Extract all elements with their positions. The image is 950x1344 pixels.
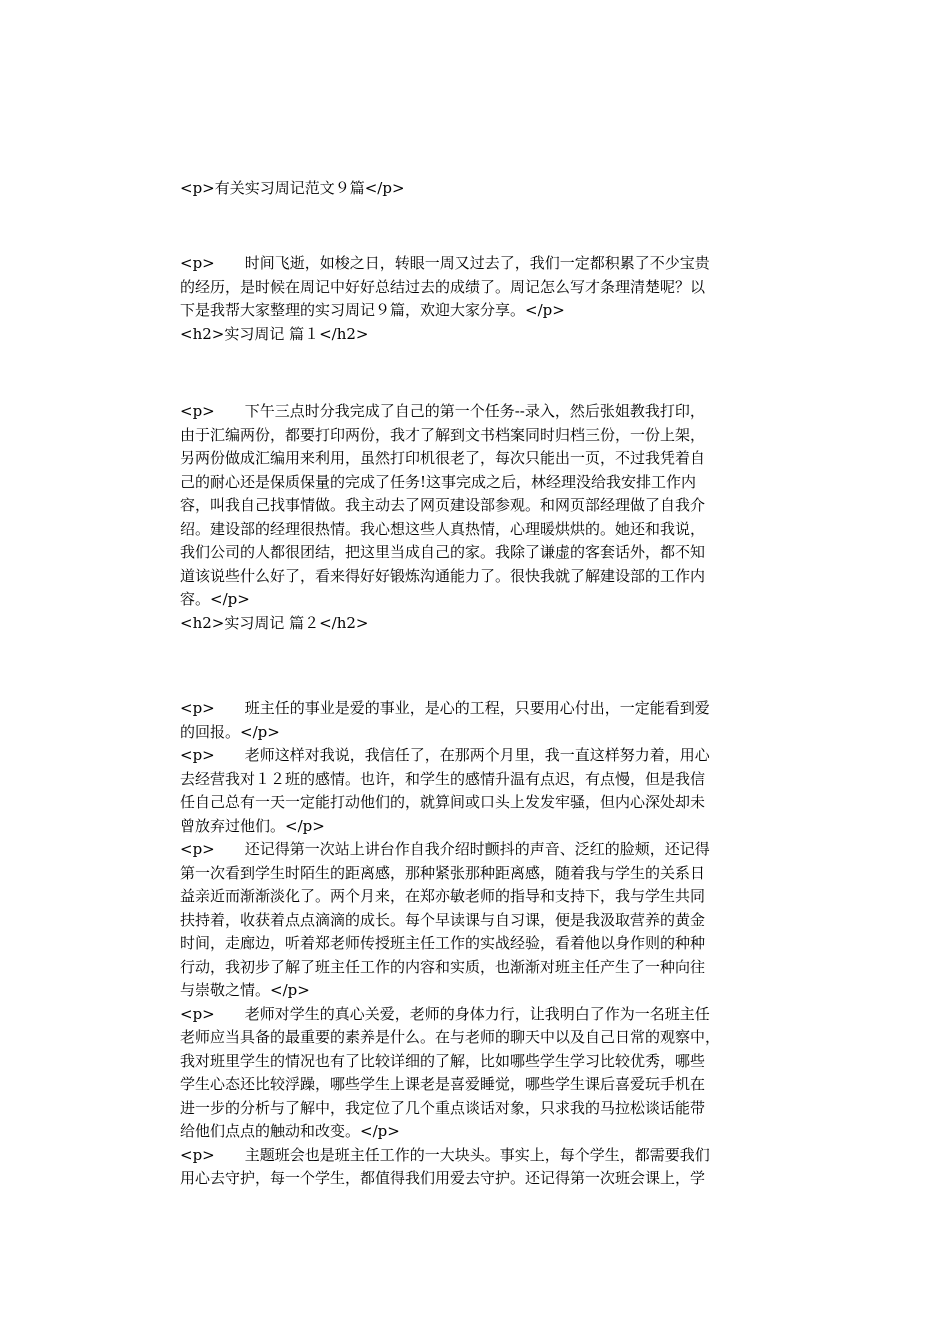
text-line: 老师应当具备的最重要的素养是什么。在与老师的聊天中以及自己日常的观察中， bbox=[180, 1028, 721, 1046]
text-line: 己的耐心还是保质保量的完成了任务!这事完成之后，林经理没给我安排工作内 bbox=[180, 472, 697, 491]
text-line: 道该说些什么好了，看来得好好锻炼沟通能力了。很快我就了解建设部的工作内 bbox=[180, 566, 706, 585]
section-heading-1: <h2>实习周记 篇１</h2> bbox=[180, 324, 369, 343]
text-line: 时间，走廊边，听着郑老师传授班主任工作的实战经验，看着他以身作则的种种 bbox=[180, 934, 706, 952]
text-line: 行动，我初步了解了班主任工作的内容和实质，也渐渐对班主任产生了一种向往 bbox=[180, 957, 706, 976]
text-line: <p> 老师这样对我说，我信任了，在那两个月里，我一直这样努力着，用心 bbox=[180, 746, 710, 764]
text-line: 的经历，是时候在周记中好好总结过去的成绩了。周记怎么写才条理清楚呢？以 bbox=[180, 277, 706, 296]
text-line: <p> 主题班会也是班主任工作的一大块头。事实上，每个学生，都需要我们 bbox=[180, 1145, 710, 1164]
section-1-block bbox=[180, 400, 780, 635]
text-line: 扶持着，收获着点点滴滴的成长。每个早读课与自习课，便是我汲取营养的黄金 bbox=[180, 910, 706, 929]
text-line: 我对班里学生的情况也有了比较详细的了解，比如哪些学生学习比较优秀，哪些 bbox=[180, 1051, 706, 1070]
text-line: 另两份做成汇编用来利用，虽然打印机很老了，每次只能出一页，不过我凭着自 bbox=[180, 449, 706, 467]
title-line: <p>有关实习周记范文９篇</p> bbox=[180, 179, 405, 197]
text-line: 绍。建设部的经理很热情。我心想这些人真热情，心理暖烘烘的。她还和我说， bbox=[180, 519, 706, 538]
text-line: 益亲近而渐渐淡化了。两个月来，在郑亦敏老师的指导和支持下，我与学生共同 bbox=[180, 887, 706, 905]
text-line: <p> 老师对学生的真心关爱，老师的身体力行，让我明白了作为一名班主任 bbox=[180, 1004, 710, 1023]
text-line: 进一步的分析与了解中，我定位了几个重点谈话对象，只求我的马拉松谈话能带 bbox=[180, 1098, 706, 1117]
text-line: 学生心态还比较浮躁，哪些学生上课老是喜爱睡觉，哪些学生课后喜爱玩手机在 bbox=[180, 1075, 706, 1093]
section-2-block bbox=[180, 697, 780, 1214]
intro-block bbox=[180, 252, 780, 346]
document-title bbox=[180, 177, 780, 201]
text-line: <p> 下午三点时分我完成了自己的第一个任务--录入，然后张姐教我打印， bbox=[180, 402, 705, 420]
text-line bbox=[180, 1191, 780, 1215]
text-line: 任自己总有一天一定能打动他们的，就算间或口头上发发牢骚，但内心深处却未 bbox=[180, 793, 706, 811]
text-line: 我们公司的人都很团结，把这里当成自己的家。我除了谦虚的客套话外，都不知 bbox=[180, 543, 706, 561]
text-line: 容，叫我自己找事情做。我主动去了网页建设部参观。和网页部经理做了自我介 bbox=[180, 496, 706, 514]
text-line: <p> 还记得第一次站上讲台作自我介绍时颤抖的声音、泛红的脸颊，还记得 bbox=[180, 840, 710, 858]
text-line: <p> 班主任的事业是爱的事业，是心的工程，只要用心付出，一定能看到爱 bbox=[180, 699, 710, 717]
text-line: 由于汇编两份，都要打印两份，我才了解到文书档案同时归档三份，一份上架， bbox=[180, 425, 706, 444]
text-line: 曾放弃过他们。</p> bbox=[180, 816, 325, 835]
text-line: 与崇敬之情。</p> bbox=[180, 981, 310, 999]
section-heading-2: <h2>实习周记 篇２</h2> bbox=[180, 613, 369, 632]
text-line: 用心去守护，每一个学生，都值得我们用爱去守护。还记得第一次班会课上，学 bbox=[180, 1169, 706, 1187]
text-line: 容。</p> bbox=[180, 590, 250, 608]
text-line: 给他们点点的触动和改变。</p> bbox=[180, 1122, 400, 1140]
text-line: <p> 时间飞逝，如梭之日，转眼一周又过去了，我们一定都积累了不少宝贵 bbox=[180, 254, 710, 272]
text-line: 下是我帮大家整理的实习周记９篇，欢迎大家分享。</p> bbox=[180, 301, 565, 319]
text-line: 第一次看到学生时陌生的距离感，那种紧张那种距离感，随着我与学生的关系日 bbox=[180, 863, 706, 882]
text-line: 去经营我对１２班的感情。也许，和学生的感情升温有点迟，有点慢，但是我信 bbox=[180, 769, 706, 788]
text-line: 的回报。</p> bbox=[180, 722, 280, 741]
